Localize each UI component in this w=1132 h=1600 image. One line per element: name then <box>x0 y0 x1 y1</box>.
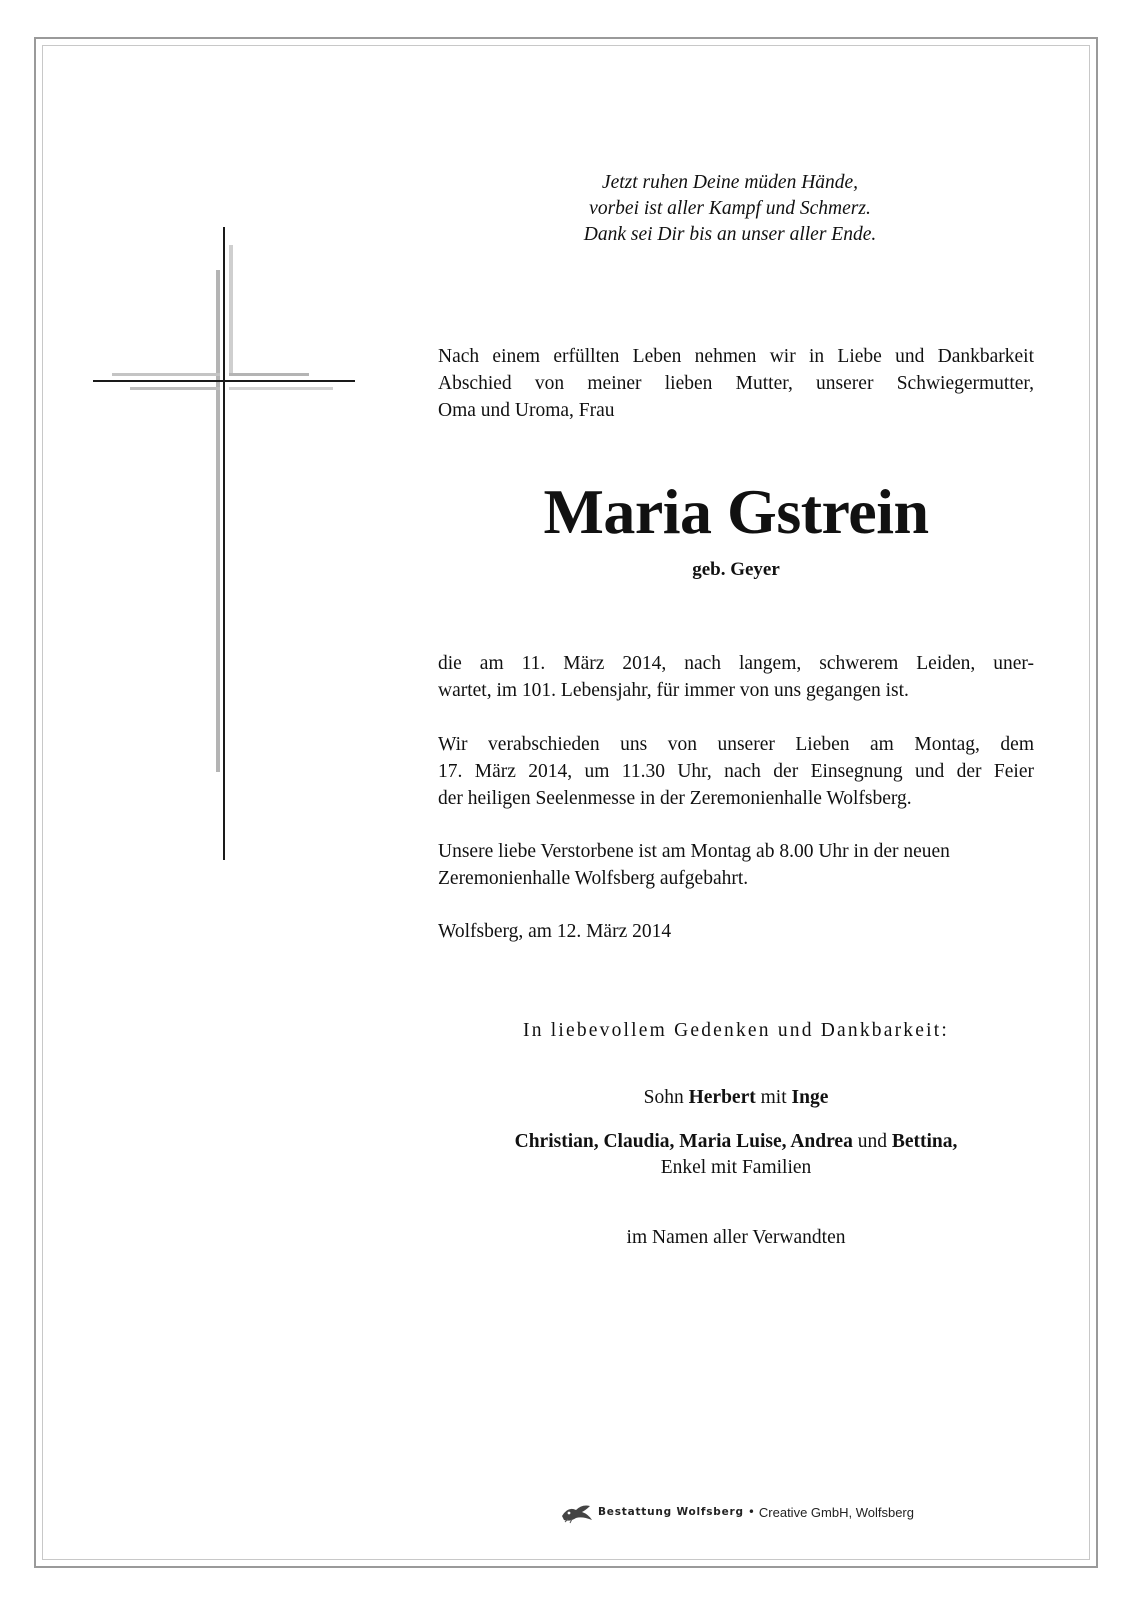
intro-line: Oma und Uroma, Frau <box>438 400 615 421</box>
viewing-line: Unsere liebe Verstorbene ist am Montag ab 8.00 Uhr in der neuen <box>438 841 950 862</box>
farewell-line: der heiligen Seelenmesse in der Zeremonienhalle Wolfsberg. <box>438 788 912 809</box>
grandchildren-last: Bettina, <box>891 1131 958 1152</box>
verse-line: Jetzt ruhen Deine müden Hände, <box>601 172 859 193</box>
verse <box>470 170 990 248</box>
memory-heading: In liebevollem Gedenken und Dankbarkeit: <box>523 1020 949 1041</box>
son-name: Herbert <box>688 1087 756 1108</box>
intro-paragraph <box>438 343 1034 424</box>
viewing-paragraph <box>438 838 1034 892</box>
footer-company: Creative GmbH, Wolfsberg <box>758 1504 914 1520</box>
farewell-line: Wir verabschieden uns von unserer Lieben am Montag, dem <box>438 734 1034 755</box>
place-date-text: Wolfsberg, am 12. März 2014 <box>438 921 672 942</box>
footer <box>560 1500 914 1524</box>
farewell-paragraph <box>438 731 1034 812</box>
cross-main-vertical <box>223 227 225 860</box>
footer-separator: • <box>747 1505 755 1519</box>
death-paragraph <box>438 650 1034 704</box>
bird-logo-icon <box>560 1500 594 1524</box>
place-date <box>438 918 1034 945</box>
verse-line: Dank sei Dir bis an unser aller Ende. <box>583 224 877 245</box>
grandchildren-and: und <box>857 1131 887 1152</box>
grandchildren-names: Christian, Claudia, Maria Luise, Andrea <box>514 1131 853 1152</box>
cross-shadow-right-upper <box>229 373 309 376</box>
relatives-line: im Namen aller Verwandten <box>626 1227 846 1248</box>
grandchildren-suffix: Enkel mit Familien <box>660 1157 812 1178</box>
cross-shadow-top <box>229 245 233 375</box>
cross-shadow-right-lower <box>229 387 333 390</box>
viewing-line: Zeremonienhalle Wolfsberg aufgebahrt. <box>438 868 749 889</box>
farewell-line: 17. März 2014, um 11.30 Uhr, nach der Einsegnung und der Feier <box>438 761 1034 782</box>
son-line <box>438 1084 1034 1111</box>
cross-shadow-left-upper <box>112 373 220 376</box>
grandchildren-line <box>438 1128 1034 1155</box>
cross-shadow-vertical <box>216 270 220 772</box>
intro-line: Nach einem erfüllten Leben nehmen wir in Liebe und Dankbarkeit <box>438 346 1034 367</box>
death-line: die am 11. März 2014, nach langem, schwerem Leiden, uner- <box>438 653 1034 674</box>
intro-line: Abschied von meiner lieben Mutter, unserer Schwiegermutter, <box>438 373 1034 394</box>
verse-line: vorbei ist aller Kampf und Schmerz. <box>589 198 871 219</box>
son-wife-name: Inge <box>791 1087 829 1108</box>
footer-brand: Bestattung Wolfsberg <box>598 1506 744 1518</box>
cross-shadow-left-lower <box>130 387 220 390</box>
cross-main-horizontal <box>93 380 355 382</box>
son-prefix: Sohn <box>643 1087 684 1108</box>
deceased-name: Maria Gstrein <box>543 476 929 547</box>
son-mid: mit <box>760 1087 787 1108</box>
death-line: wartet, im 101. Lebensjahr, für immer von uns gegangen ist. <box>438 680 909 701</box>
maiden-name: geb. Geyer <box>692 559 780 580</box>
